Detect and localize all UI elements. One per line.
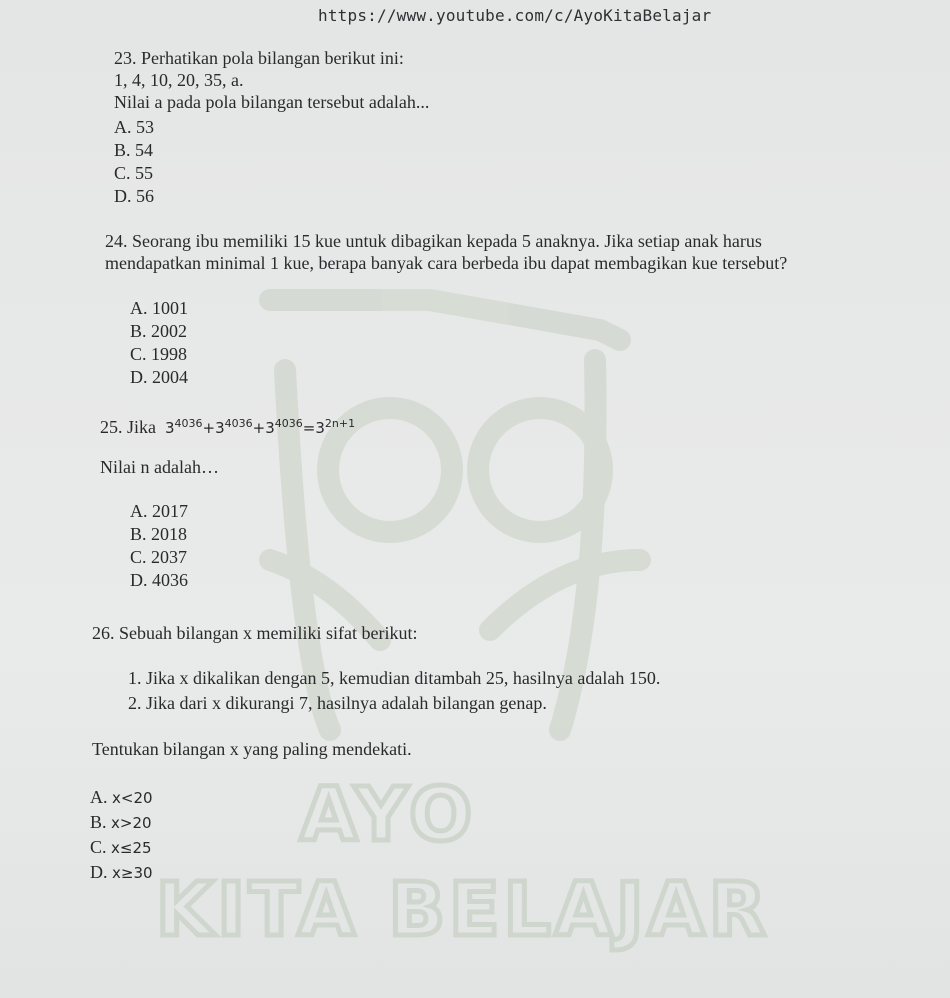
q24-option-c: C. 1998 [130, 344, 188, 364]
watermark-kita-belajar: KITA BELAJAR [156, 867, 770, 953]
q25-prefix: 25. Jika [100, 417, 156, 437]
q26-option-a: A. x<20 [90, 787, 153, 807]
q26-condition-1: 1. Jika x dikalikan dengan 5, kemudian ditambah 25, hasilnya adalah 150. [128, 668, 661, 688]
q25-option-c: C. 2037 [130, 547, 188, 567]
q24-option-d: D. 2004 [130, 367, 188, 387]
q25-equation: $3^{4036}+3^{4036}+3^{4036}=3^{2n+1}$ [165, 417, 356, 437]
q23-stem: 23. Perhatikan pola bilangan berikut ini: [114, 48, 404, 68]
q24-option-b: B. 2002 [130, 321, 188, 341]
q23-option-d: D. 56 [114, 186, 154, 206]
q24-option-a: A. 1001 [130, 298, 188, 318]
q25-option-d: D. 4036 [130, 570, 188, 590]
watermark-ayo: AYO [300, 772, 477, 858]
q25-option-b: B. 2018 [130, 524, 188, 544]
q26-question: Tentukan bilangan x yang paling mendekati. [92, 739, 412, 759]
q26-option-c: C. x≤25 [90, 837, 152, 857]
q26-stem: 26. Sebuah bilangan x memiliki sifat berikut: [92, 623, 418, 643]
question-23 [114, 47, 429, 113]
q24-line-1: 24. Seorang ibu memiliki 15 kue untuk dibagikan kepada 5 anaknya. Jika setiap anak harus [105, 231, 762, 251]
question-24 [105, 230, 787, 274]
q25-option-a: A. 2017 [130, 501, 188, 521]
q25-question: Nilai n adalah… [100, 457, 219, 477]
q24-line-2: mendapatkan minimal 1 kue, berapa banyak cara berbeda ibu dapat membagikan kue tersebut? [105, 253, 788, 273]
q23-option-a: A. 53 [114, 117, 154, 137]
q26-option-b: B. x>20 [90, 812, 152, 832]
q26-option-d: D. x≥30 [90, 862, 153, 882]
question-25 [100, 413, 355, 439]
q23-option-b: B. 54 [114, 140, 154, 160]
q23-question: Nilai a pada pola bilangan tersebut adalah... [114, 92, 430, 112]
q23-option-c: C. 55 [114, 163, 154, 183]
q26-condition-2: 2. Jika dari x dikurangi 7, hasilnya adalah bilangan genap. [128, 693, 547, 713]
q23-sequence: 1, 4, 10, 20, 35, a. [114, 70, 244, 90]
channel-url: https://www.youtube.com/c/AyoKitaBelajar [318, 6, 712, 25]
q25-equation-line [100, 413, 355, 439]
